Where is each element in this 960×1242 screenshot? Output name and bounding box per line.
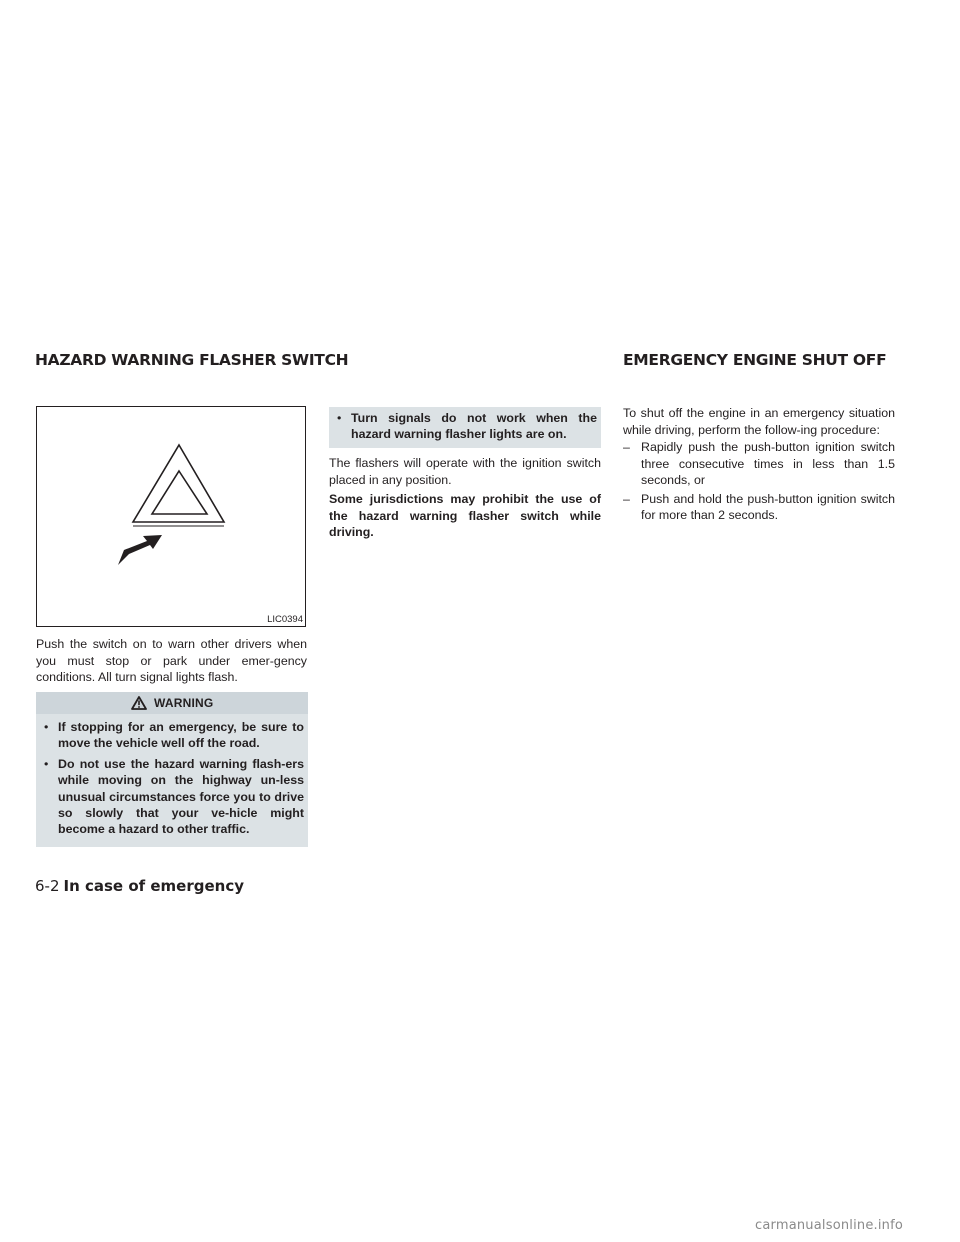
warning-bullet-list-continued [337,410,597,447]
shutoff-procedure-list [623,439,895,526]
dash-marker: – [623,491,630,506]
hazard-triangle-icon [37,407,307,628]
dash-marker: – [623,440,630,454]
warning-triangle-icon [131,696,147,710]
figure-label: LIC0394 [267,614,303,625]
warning-title: WARNING [154,696,214,710]
bullet-marker: • [337,411,342,425]
jurisdiction-paragraph: Some jurisdictions may prohibit the use of the hazard warning flasher switch while driving. [329,492,601,539]
page-footer [35,877,244,895]
list-item: – Push and hold the push-button ignition switch for more than 2 seconds. [623,491,895,522]
section-heading-hazard-flasher: HAZARD WARNING FLASHER SWITCH [35,351,349,369]
list-item: • Do not use the hazard warning flash-ers while moving on the highway un-less unusual circumstances force you to drive so slowly that your ve-hicle might become a hazard to other traffic. [44,756,304,837]
list-item: – Rapidly push the push-button ignition switch three consecutive times in less than 1.5 seconds, or [623,440,895,487]
arrow-icon [118,535,162,565]
bullet-marker: • [44,756,49,771]
section-title: In case of emergency [63,877,245,895]
flasher-operation-paragraph: The flashers will operate with the ignition switch placed in any position. [329,456,601,487]
bullet-marker: • [44,720,49,734]
shutoff-intro-paragraph: To shut off the engine in an emergency situation while driving, perform the follow-ing procedure: [623,406,895,437]
hazard-switch-figure [36,406,306,627]
intro-paragraph: Push the switch on to warn other drivers when you must stop or park under emer-gency conditions. All turn signal lights flash. [36,637,307,684]
list-item: • If stopping for an emergency, be sure to move the vehicle well off the road. [44,720,304,751]
warning-header [36,692,308,714]
watermark-link[interactable]: carmanualsonline.info [755,1218,904,1233]
page-number: 6-2 [35,877,60,895]
warning-box [36,692,308,847]
section-heading-engine-shutoff: EMERGENCY ENGINE SHUT OFF [623,351,887,369]
warning-bullet-list [44,719,304,842]
list-item: • Turn signals do not work when the hazard warning flasher lights are on. [337,411,597,442]
warning-box-continued [329,407,601,448]
